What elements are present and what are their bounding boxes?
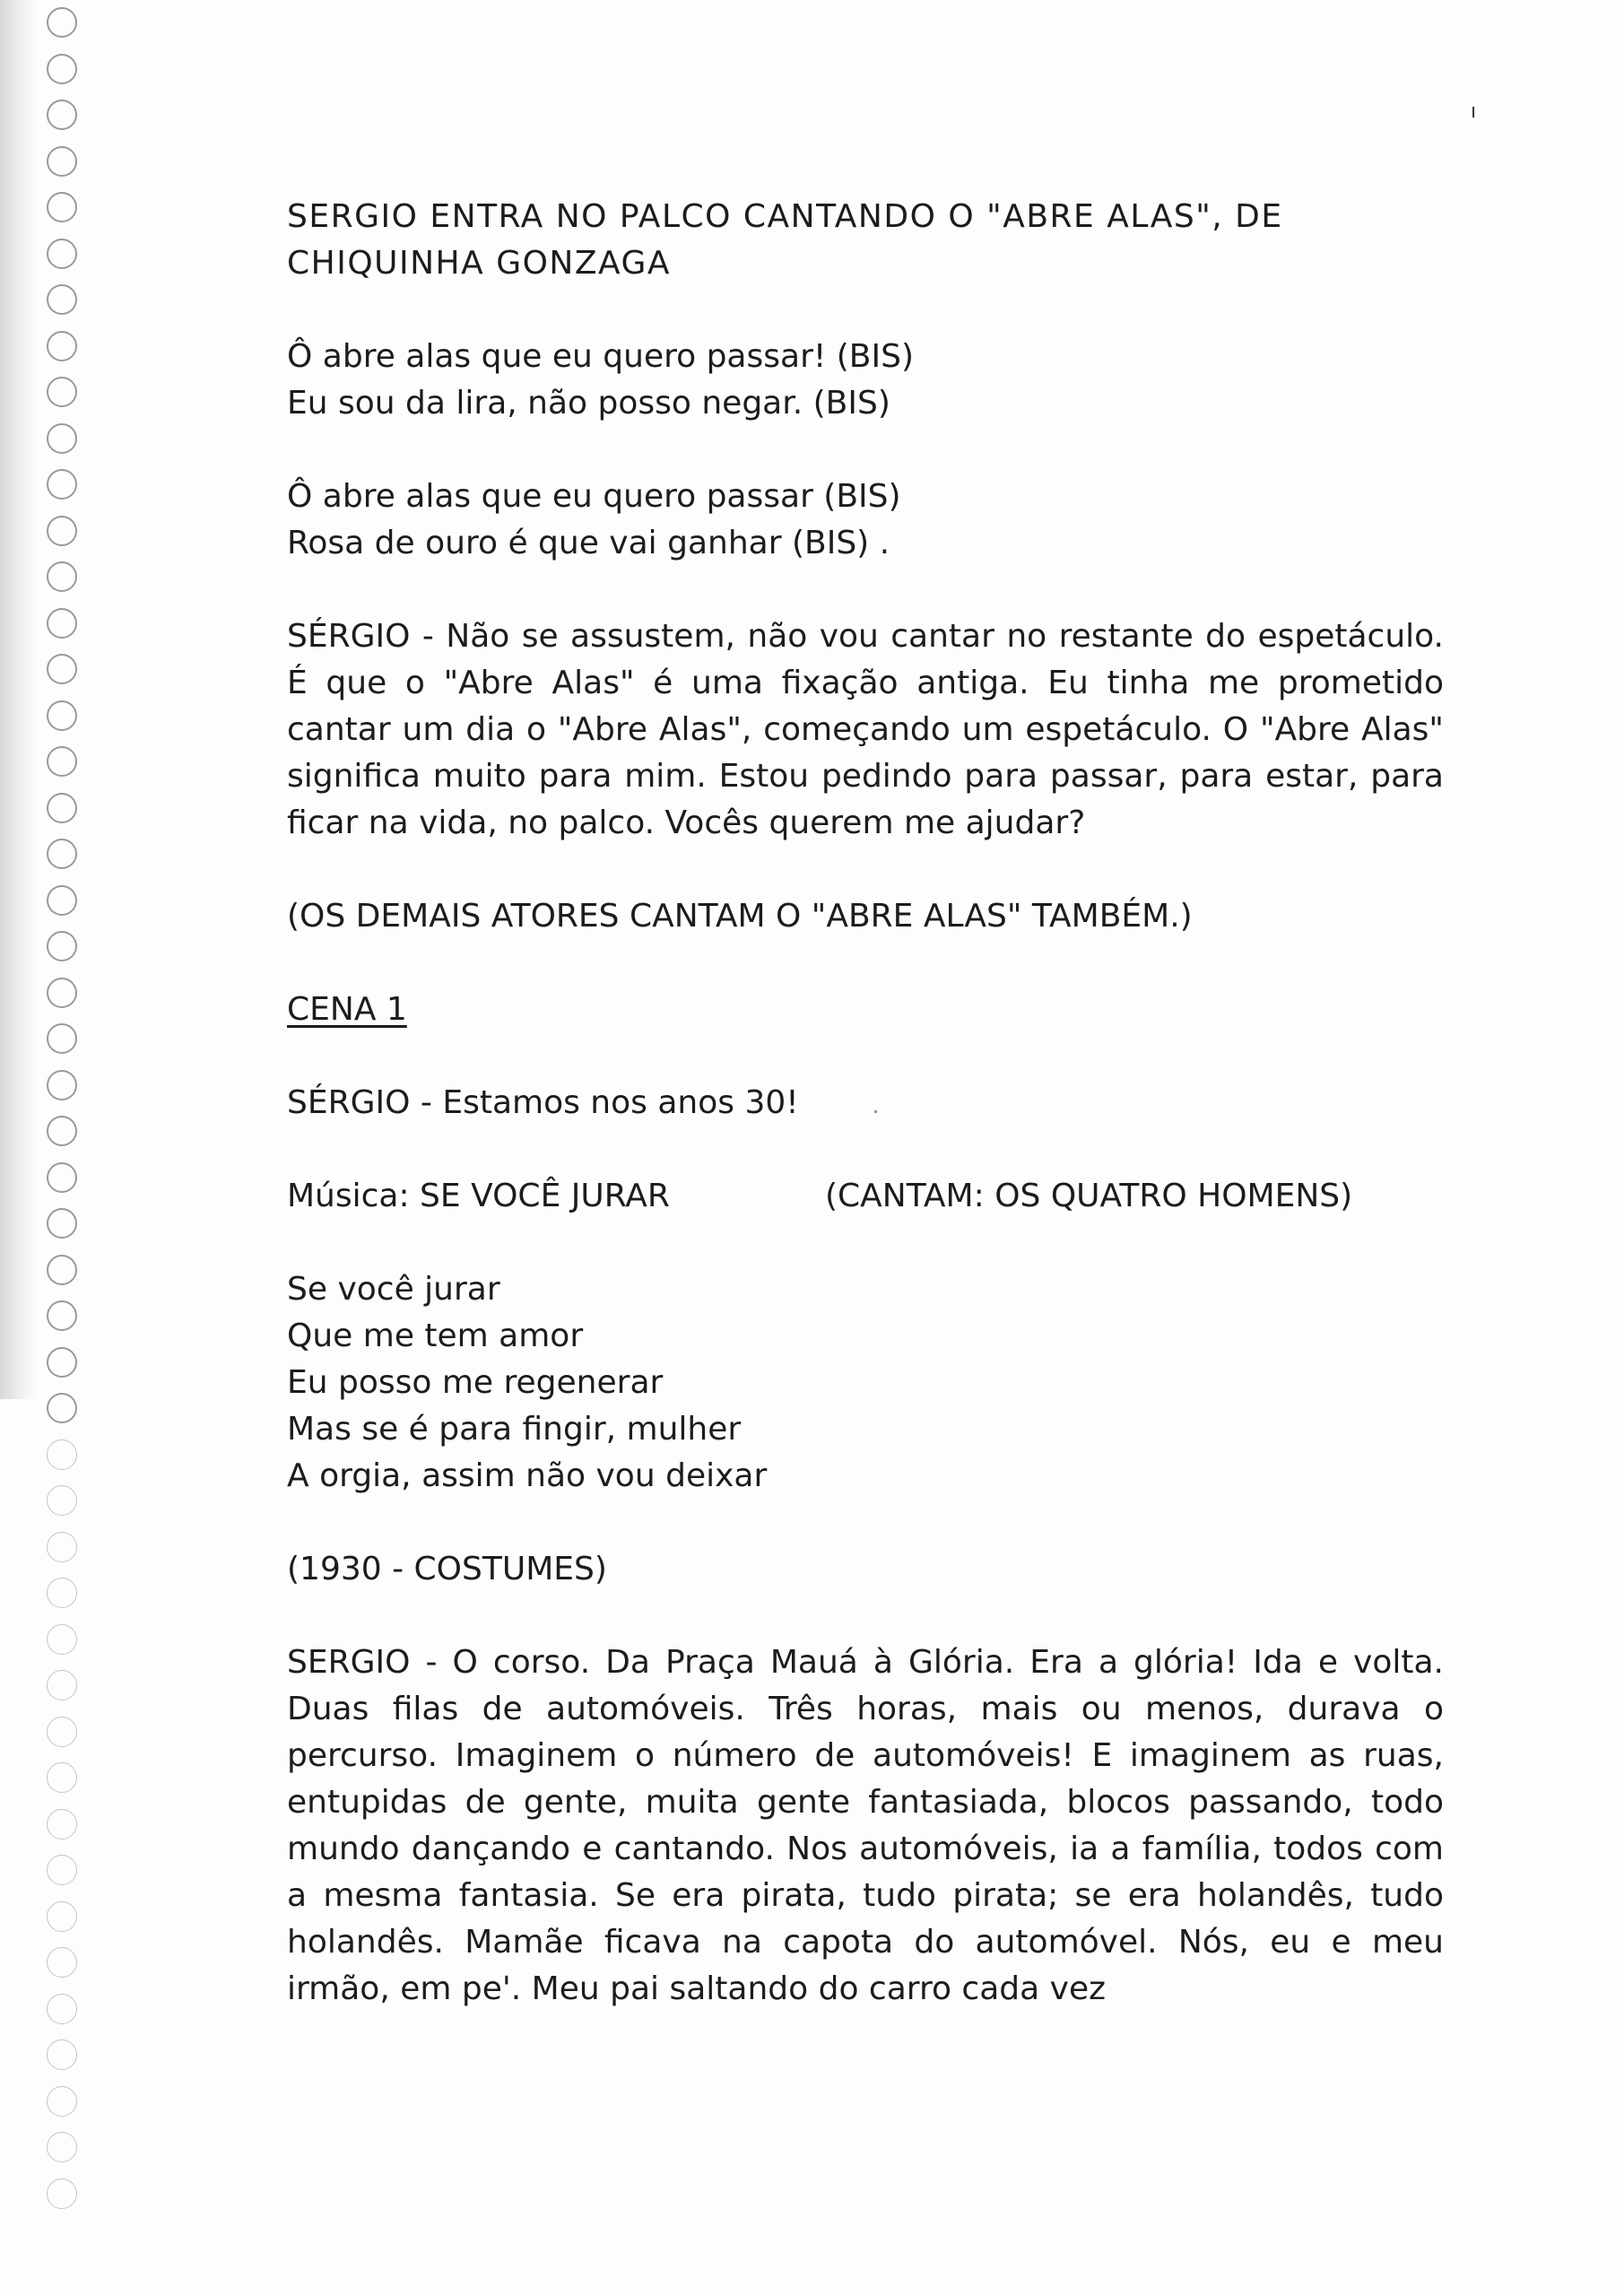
binder-ring xyxy=(47,1578,77,1608)
binder-ring xyxy=(47,746,77,777)
binder-ring xyxy=(47,7,77,38)
sergio-corso-speech: SERGIO - O corso. Da Praça Mauá à Glória. Era a glória! Ida e volta. Duas filas de automóveis. Três horas, mais ou menos, durava o percurso. Imaginem o número de automóveis! E imaginem as ruas, entupidas de gente, muita gente fantasiada, blocos passando, todo mundo dançando e cantando. Nos automóveis, ia a família, todos com a mesma fantasia. Se era pirata, tudo pirata; se era holandês, tudo holandês. Mamãe ficava na capota do automóvel. Nós, eu e meu irmão, em pe'. Meu pai saltando do carro cada vez xyxy=(287,1644,1444,2007)
lyric-line: Eu posso me regenerar xyxy=(287,1364,664,1401)
binder-ring xyxy=(47,1439,77,1470)
song-stanza-2 xyxy=(287,474,1444,567)
binder-ring xyxy=(47,1208,77,1239)
binder-ring xyxy=(47,793,77,823)
binder-ring xyxy=(47,1255,77,1285)
binder-ring xyxy=(47,2179,77,2209)
lyric-line: Eu sou da lira, não posso negar. (BIS) xyxy=(287,385,890,422)
binder-ring xyxy=(47,1162,77,1193)
binder-ring xyxy=(47,1809,77,1839)
binder-ring xyxy=(47,931,77,961)
scene-heading: CENA 1 xyxy=(287,991,407,1028)
binder-ring xyxy=(47,839,77,869)
binder-ring xyxy=(47,1901,77,1932)
script-page xyxy=(287,194,1444,2059)
lyric-line: Ô abre alas que eu quero passar! (BIS) xyxy=(287,338,914,375)
binder-ring xyxy=(47,284,77,315)
lyric-line: Que me tem amor xyxy=(287,1318,584,1354)
sergio-speech: SÉRGIO - Não se assustem, não vou cantar no restante do espetáculo. É que o "Abre Alas" é uma fixação antiga. Eu tinha me prometido cantar um dia o "Abre Alas", começando um espetáculo. O "Abre Alas" significa muito para mim. Estou pedindo para passar, para estar, para ficar na vida, no palco. Vocês querem me ajudar? xyxy=(287,618,1444,841)
binder-ring xyxy=(47,654,77,684)
music-cue xyxy=(287,1173,1444,1220)
sergio-line: SÉRGIO - Estamos nos anos 30! xyxy=(287,1084,799,1121)
binder-ring xyxy=(47,516,77,546)
binder-ring xyxy=(47,885,77,916)
binder-ring xyxy=(47,1994,77,2024)
binder-ring xyxy=(47,377,77,407)
binder-ring xyxy=(47,1023,77,1054)
intro-line: CHIQUINHA GONZAGA xyxy=(287,245,672,282)
lyric-line: Mas se é para fingir, mulher xyxy=(287,1411,742,1448)
binder-ring xyxy=(47,2086,77,2117)
binder-ring xyxy=(47,2039,77,2070)
stage-direction: (1930 - COSTUMES) xyxy=(287,1551,607,1587)
notebook-binding-edge xyxy=(0,0,36,1399)
stage-direction: (OS DEMAIS ATORES CANTAM O "ABRE ALAS" TAMBÉM.) xyxy=(287,898,1193,935)
binder-ring xyxy=(47,1393,77,1423)
lyric-line: Ô abre alas que eu quero passar (BIS) xyxy=(287,478,901,515)
binder-ring xyxy=(47,1762,77,1793)
music-title: Música: SE VOCÊ JURAR xyxy=(287,1178,670,1214)
lyric-line: Se você jurar xyxy=(287,1271,500,1308)
intro-line: SERGIO ENTRA NO PALCO CANTANDO O "ABRE ALAS", DE xyxy=(287,198,1283,235)
binder-ring xyxy=(47,2132,77,2162)
lyric-line: A orgia, assim não vou deixar xyxy=(287,1457,768,1494)
binder-ring xyxy=(47,331,77,361)
binder-ring xyxy=(47,1947,77,1978)
binder-ring xyxy=(47,1116,77,1146)
binder-ring xyxy=(47,1347,77,1378)
page-mark: ı xyxy=(1471,100,1477,123)
binder-ring xyxy=(47,1485,77,1516)
binder-ring xyxy=(47,423,77,454)
music-singers: (CANTAM: OS QUATRO HOMENS) xyxy=(825,1178,1353,1214)
binder-ring xyxy=(47,1624,77,1655)
binder-ring xyxy=(47,1717,77,1747)
binder-ring xyxy=(47,1070,77,1100)
binder-ring xyxy=(47,192,77,222)
binder-ring xyxy=(47,54,77,84)
binder-ring xyxy=(47,1300,77,1331)
lyric-line: Rosa de ouro é que vai ganhar (BIS) . xyxy=(287,525,890,561)
binder-ring xyxy=(47,146,77,177)
binder-ring xyxy=(47,1532,77,1562)
binder-ring xyxy=(47,1670,77,1700)
song-lyrics xyxy=(287,1266,1444,1500)
binder-ring xyxy=(47,100,77,130)
song-stanza-1 xyxy=(287,334,1444,427)
binder-ring xyxy=(47,239,77,269)
binder-ring xyxy=(47,700,77,731)
binder-ring xyxy=(47,561,77,592)
intro-direction xyxy=(287,194,1444,287)
binder-ring xyxy=(47,978,77,1008)
binder-ring xyxy=(47,608,77,639)
binder-ring xyxy=(47,1855,77,1885)
binder-ring xyxy=(47,469,77,500)
